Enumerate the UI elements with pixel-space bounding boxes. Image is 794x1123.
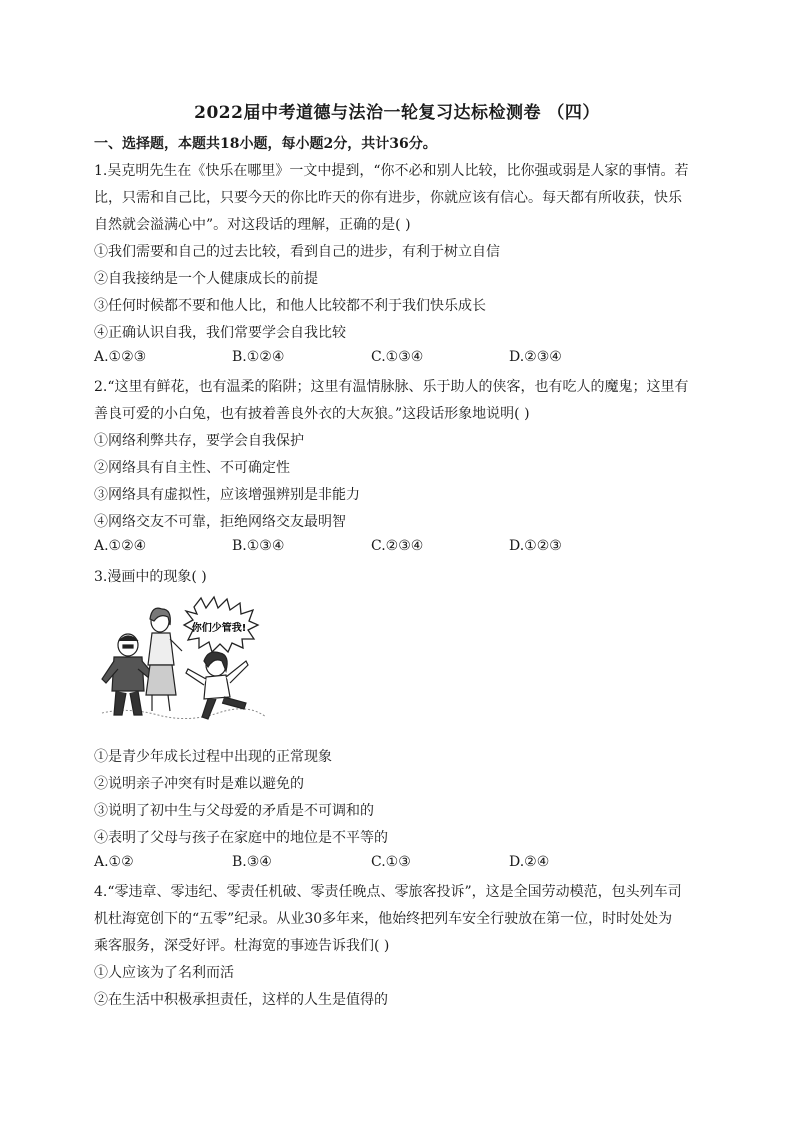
q1-stem-line-2: 比，只需和自己比，只要今天的你比昨天的你有进步，你就应该有信心。每天都有所收获，快乐 [94,190,682,206]
q3-option-d[interactable]: D.②④ [509,854,550,870]
q4-stem-line-3: 乘客服务，深受好评。杜海宽的事迹告诉我们( ) [94,938,390,954]
q2-statement-3: ③网络具有虚拟性，应该增强辨别是非能力 [94,487,360,503]
mother-figure [146,608,182,711]
q1-statement-2: ②自我接纳是一个人健康成长的前提 [94,271,318,287]
q4-statement-1: ①人应该为了名利而活 [94,965,234,981]
q3-statement-2: ②说明亲子冲突有时是难以避免的 [94,776,304,792]
q3-statement-1: ①是青少年成长过程中出现的正常现象 [94,749,332,765]
q4-statement-2: ②在生活中积极承担责任，这样的人生是值得的 [94,992,388,1008]
ground-line [102,709,266,719]
child-figure [186,652,248,719]
q4-stem-line-1: 4.“零违章、零违纪、零责任机破、零责任晚点、零旅客投诉”，这是全国劳动模范，包头列车司 [94,884,682,900]
q2-option-a[interactable]: A.①②④ [94,538,147,554]
q2-statement-2: ②网络具有自主性、不可确定性 [94,460,290,476]
q2-option-b[interactable]: B.①③④ [232,538,285,554]
exam-title: 2022届中考道德与法治一轮复习达标检测卷 （四） [194,103,600,123]
q1-option-d[interactable]: D.②③④ [509,349,562,365]
q3-statement-3: ③说明了初中生与父母爱的矛盾是不可调和的 [94,803,374,819]
q2-statement-1: ①网络利弊共存，要学会自我保护 [94,433,304,449]
speech-text: 你们少管我! [191,623,247,634]
q1-option-b[interactable]: B.①②④ [232,349,285,365]
q1-statement-1: ①我们需要和自己的过去比较，看到自己的进步，有利于树立自信 [94,244,500,260]
father-figure [102,634,154,715]
q2-stem-line-2: 善良可爱的小白兔，也有披着善良外衣的大灰狼。”这段话形象地说明( ) [94,406,530,422]
q1-option-a[interactable]: A.①②③ [94,349,147,365]
q3-option-a[interactable]: A.①② [94,854,134,870]
q2-stem-line-1: 2.“这里有鲜花，也有温柔的陷阱；这里有温情脉脉、乐于助人的侠客，也有吃人的魔鬼；这里有 [94,379,689,395]
q1-statement-4: ④正确认识自我，我们常要学会自我比较 [94,325,346,341]
q1-stem-line-1: 1.吴克明先生在《快乐在哪里》一文中提到，“你不必和别人比较，比你强或弱是人家的事情。若 [94,163,689,179]
q3-option-c[interactable]: C.①③ [371,854,411,870]
q1-stem-line-3: 自然就会溢满心中”。对这段话的理解，正确的是( ) [94,217,411,233]
q2-option-d[interactable]: D.①②③ [509,538,562,554]
section-header: 一、选择题，本题共18小题，每小题2分，共计36分。 [94,136,437,152]
q1-option-c[interactable]: C.①③④ [371,349,424,365]
cartoon-image [98,595,268,730]
q1-statement-3: ③任何时候都不要和他人比，和他人比较都不利于我们快乐成长 [94,298,486,314]
q2-option-c[interactable]: C.②③④ [371,538,424,554]
q3-statement-4: ④表明了父母与孩子在家庭中的地位是不平等的 [94,830,388,846]
q4-stem-line-2: 机杜海宽创下的“五零”纪录。从业30多年来，他始终把列车安全行驶放在第一位，时时处处为 [94,911,673,927]
q2-statement-4: ④网络交友不可靠，拒绝网络交友最明智 [94,514,346,530]
q3-option-b[interactable]: B.③④ [232,854,272,870]
speech-burst [184,597,258,652]
q3-stem: 3.漫画中的现象( ) [94,569,207,585]
